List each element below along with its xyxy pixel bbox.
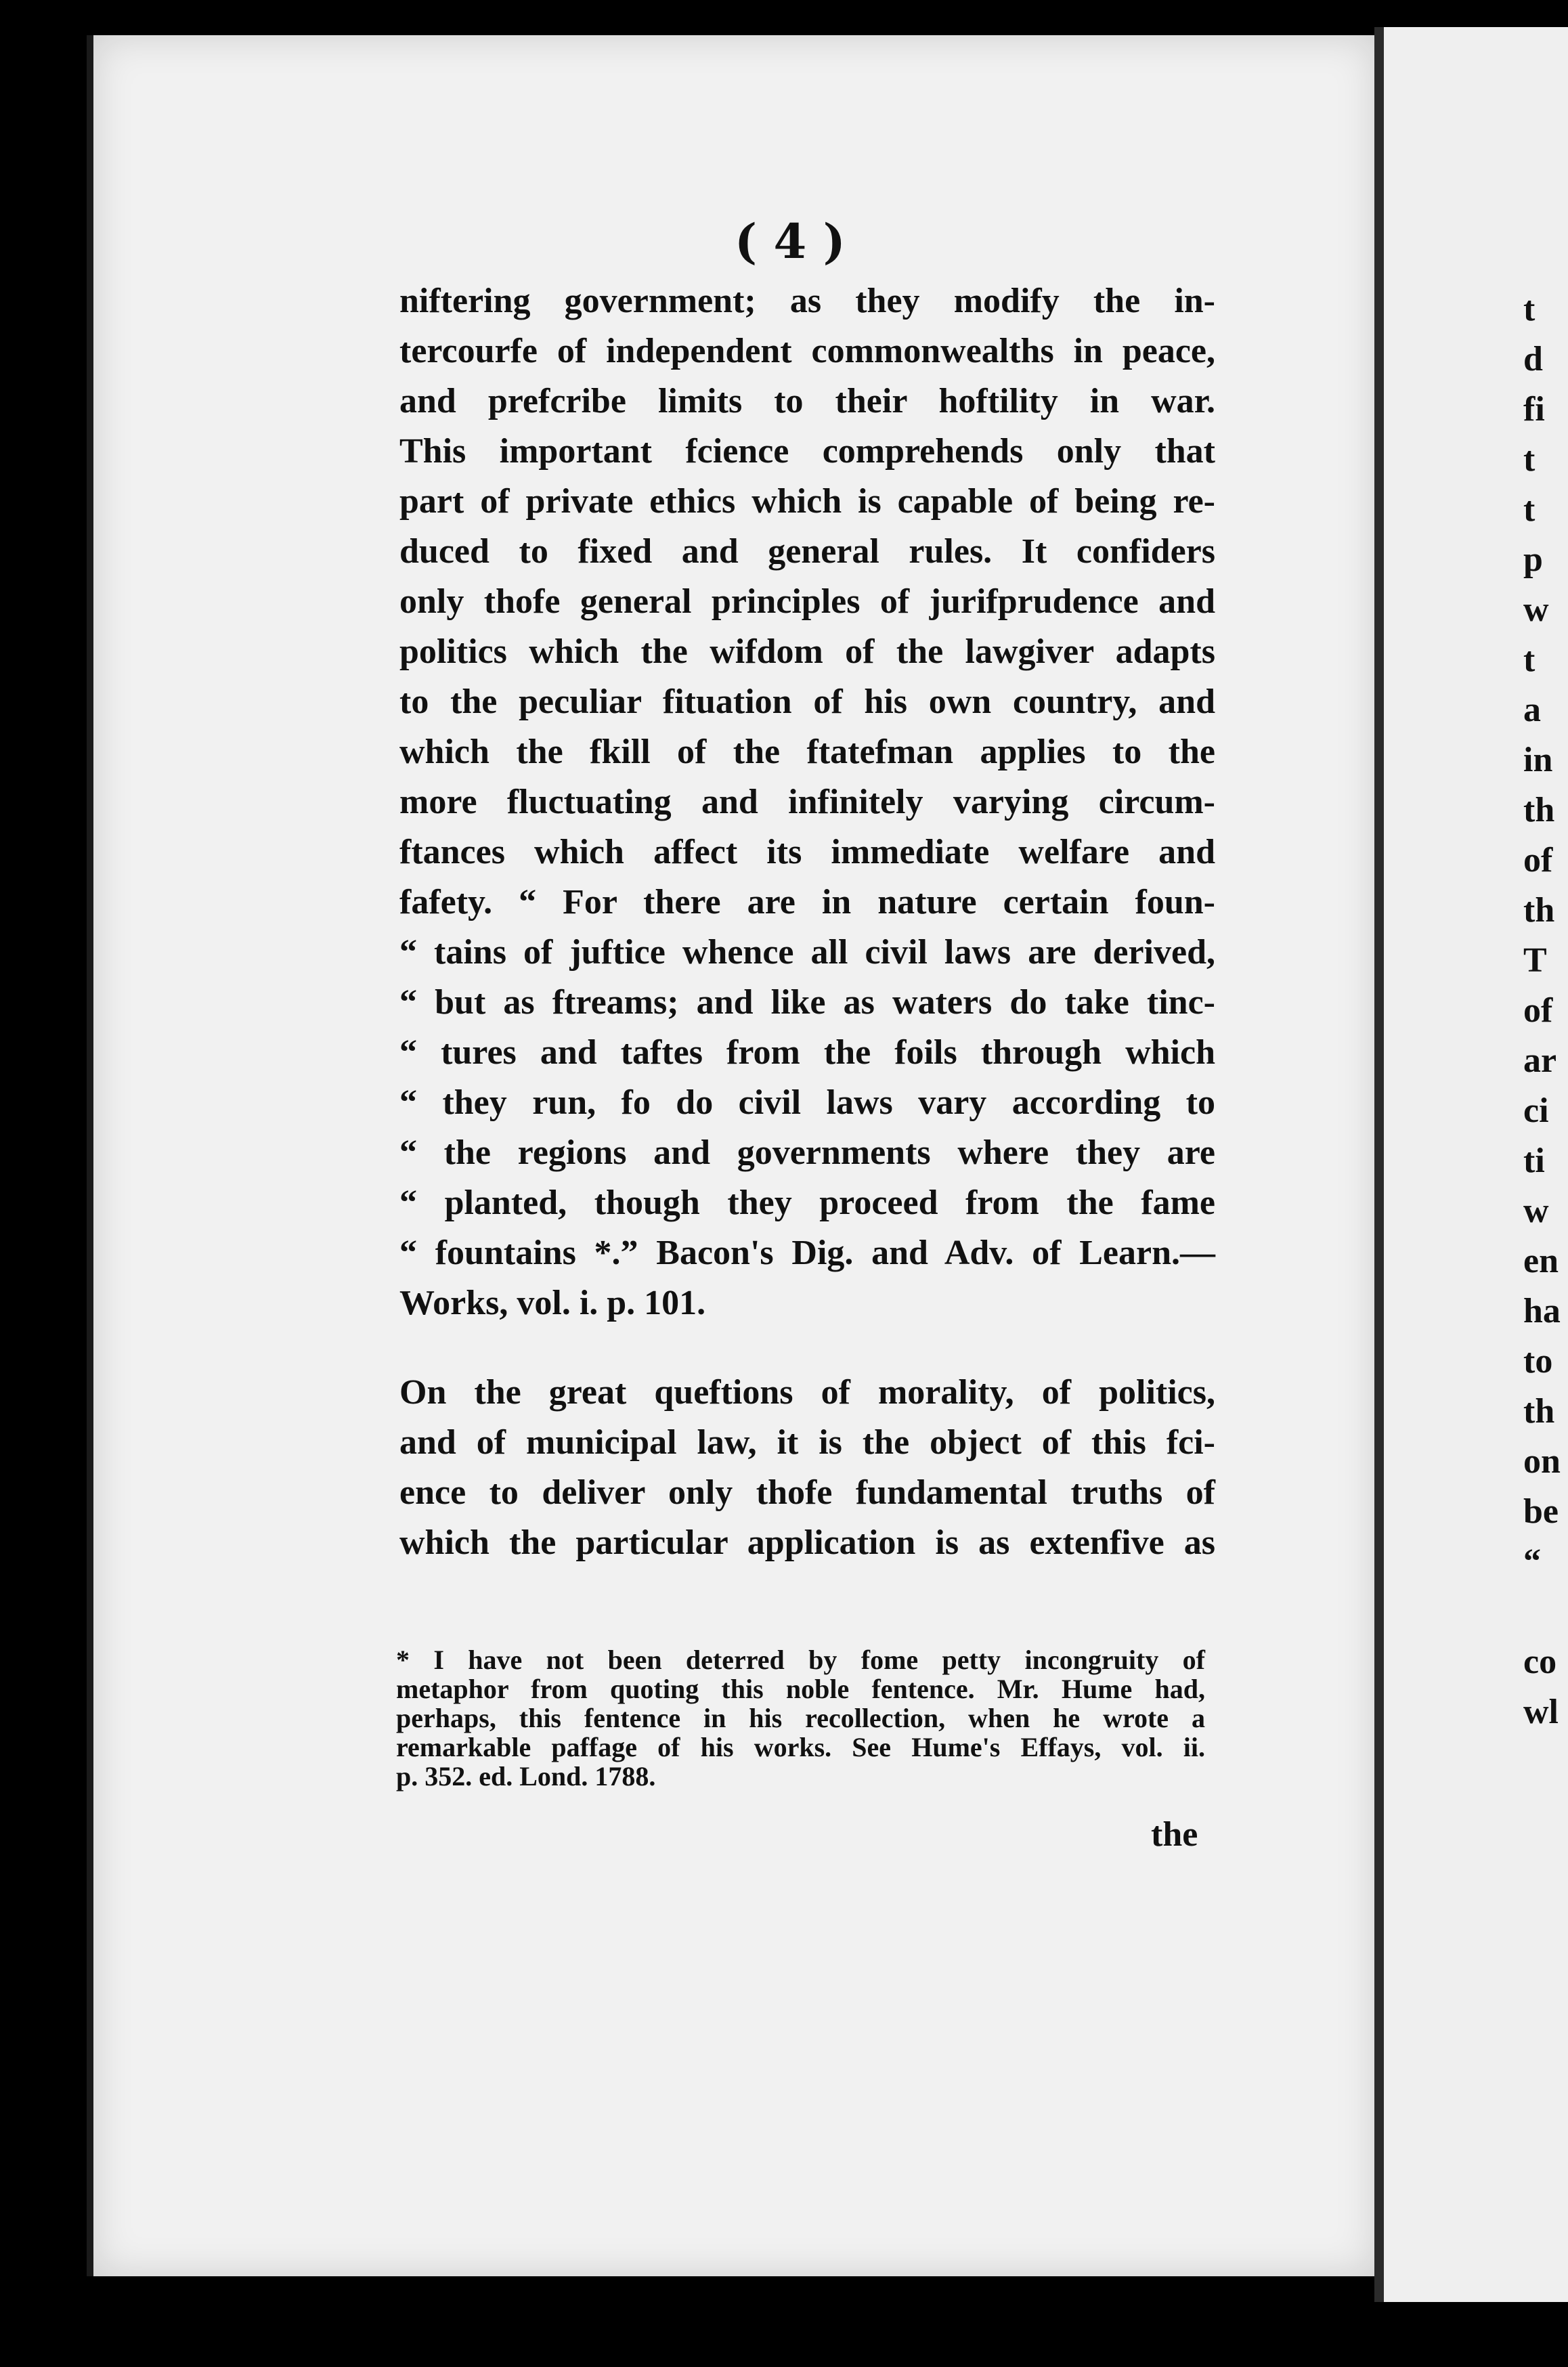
fragment: w (1523, 590, 1549, 629)
fragment: th (1523, 791, 1555, 829)
text-line: This important fcience comprehends only that (399, 432, 1215, 471)
quote-line: “ tains of juftice whence all civil laws are derived, (399, 933, 1215, 972)
fragment: of (1523, 991, 1553, 1030)
fragment: a (1523, 691, 1541, 729)
text-line: which the fkill of the ftatefman applies to the (399, 733, 1215, 771)
fragment: of (1523, 841, 1553, 880)
fragment: th (1523, 891, 1555, 930)
text-line: tercourfe of independent commonwealths in peace, (399, 332, 1215, 370)
quote-line: “ but as ftreams; and like as waters do take tinc- (399, 983, 1215, 1022)
facing-page-text (1523, 284, 1561, 1737)
text-line: which the particular application is as extenfive as (399, 1523, 1215, 1562)
footnote (396, 1645, 1205, 1791)
citation-line: Works, vol. i. p. 101. (399, 1284, 706, 1322)
fragment: T (1523, 941, 1547, 980)
fragment: w (1523, 1192, 1549, 1230)
fragment: t (1523, 440, 1536, 479)
fragment: t (1523, 640, 1536, 679)
footnote-line: p. 352. ed. Lond. 1788. (396, 1761, 656, 1791)
text-line: and prefcribe limits to their hoftility in war. (399, 382, 1215, 420)
footnote-line: metaphor from quoting this noble fentence. Mr. Hume had, (396, 1674, 1205, 1704)
text-line: only thofe general principles of jurifprudence and (399, 582, 1215, 621)
fragment: th (1523, 1392, 1555, 1431)
fragment: be (1523, 1492, 1559, 1531)
catchword: the (1151, 1815, 1198, 1854)
text-line: ftances which affect its immediate welfare and (399, 833, 1215, 871)
fragment: d (1523, 340, 1543, 378)
text-line: and of municipal law, it is the object of this fci- (399, 1423, 1215, 1462)
text-line: politics which the wifdom of the lawgiver adapts (399, 632, 1215, 671)
text-line: ence to deliver only thofe fundamental truths of (399, 1473, 1215, 1512)
footnote-line: perhaps, this fentence in his recollection, when he wrote a (396, 1703, 1205, 1733)
fragment: ti (1523, 1142, 1545, 1180)
fragment: to (1523, 1342, 1553, 1381)
fragment: en (1523, 1242, 1559, 1280)
quote-line: “ planted, though they proceed from the fame (399, 1184, 1215, 1222)
text-line: niftering government; as they modify the in- (399, 282, 1215, 320)
footnote-line: * I have not been deterred by fome petty incongruity of (396, 1645, 1205, 1675)
fragment: fi (1523, 390, 1545, 429)
page-number: ( 4 ) (735, 213, 846, 269)
fragment: p (1523, 540, 1543, 579)
text-line: more fluctuating and infinitely varying circum- (399, 783, 1215, 821)
text-line: fafety. “ For there are in nature certain foun- (399, 883, 1215, 921)
fragment: t (1523, 290, 1536, 328)
fragment: in (1523, 741, 1553, 779)
fragment (1523, 1587, 1561, 1637)
fragment: wl (1523, 1693, 1559, 1731)
fragment: “ (1523, 1542, 1541, 1581)
quote-line: “ tures and taftes from the foils through which (399, 1033, 1215, 1072)
paragraph-gap (399, 1328, 1215, 1368)
quote-line: “ fountains *.” Bacon's Dig. and Adv. of Learn.— (399, 1234, 1215, 1272)
fragment: ha (1523, 1292, 1561, 1330)
text-line: On the great queftions of morality, of politics, (399, 1373, 1215, 1412)
fragment: ar (1523, 1041, 1557, 1080)
fragment: on (1523, 1442, 1561, 1481)
fragment: ci (1523, 1091, 1549, 1130)
fragment: co (1523, 1643, 1557, 1681)
fragment: t (1523, 490, 1536, 529)
quote-line: “ they run, fo do civil laws vary according to (399, 1083, 1215, 1122)
footnote-line: remarkable paffage of his works. See Hume's Effays, vol. ii. (396, 1732, 1205, 1762)
main-text (399, 276, 1215, 1568)
text-line: part of private ethics which is capable of being re- (399, 482, 1215, 521)
quote-line: “ the regions and governments where they are (399, 1133, 1215, 1172)
text-line: duced to fixed and general rules. It confiders (399, 532, 1215, 571)
text-line: to the peculiar fituation of his own country, and (399, 682, 1215, 721)
